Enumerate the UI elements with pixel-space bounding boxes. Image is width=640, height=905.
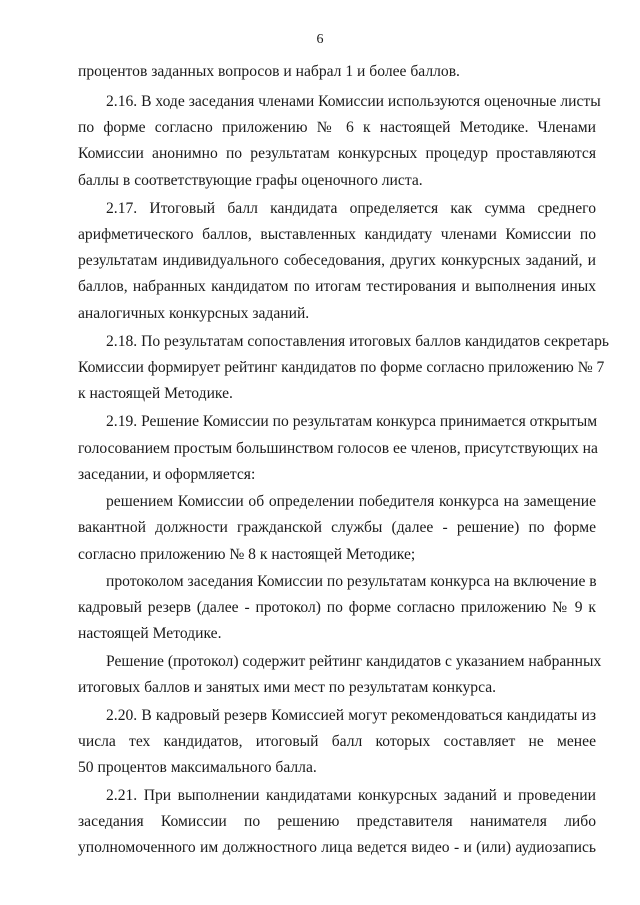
- text-line: баллов, набранных кандидатом по итогам тестирования и выполнения иных: [78, 278, 596, 295]
- text-line: вакантной должности гражданской службы (далее - решение) по форме: [78, 519, 596, 536]
- text-line: Комиссии анонимно по результатам конкурсных процедур проставляются: [78, 145, 596, 162]
- text-line: уполномоченного им должностного лица ведется видео - и (или) аудиозапись: [78, 839, 596, 856]
- text-line: голосованием простым большинством голосов ее членов, присутствующих на: [78, 440, 598, 457]
- page-number: 6: [316, 32, 324, 47]
- text-line: процентов заданных вопросов и набрал 1 и более баллов.: [78, 63, 460, 80]
- text-line: баллы в соответствующие графы оценочного листа.: [78, 172, 423, 189]
- text-line: аналогичных конкурсных заданий.: [78, 305, 310, 322]
- text-line: 2.20. В кадровый резерв Комиссией могут рекомендоваться кандидаты из: [106, 707, 596, 724]
- text-line: согласно приложению № 8 к настоящей Методике;: [78, 546, 416, 563]
- text-line: заседания Комиссии по решению представителя нанимателя либо: [78, 813, 596, 830]
- text-line: числа тех кандидатов, итоговый балл которых составляет не менее: [78, 733, 596, 750]
- text-line: 2.21. При выполнении кандидатами конкурсных заданий и проведении: [106, 787, 596, 804]
- text-line: 2.18. По результатам сопоставления итоговых баллов кандидатов секретарь: [106, 333, 609, 350]
- text-line: 2.17. Итоговый балл кандидата определяется как сумма среднего: [106, 200, 596, 217]
- text-line: по форме согласно приложению № 6 к настоящей Методике. Членами: [78, 119, 596, 136]
- text-line: решением Комиссии об определении победителя конкурса на замещение: [106, 493, 596, 510]
- text-line: кадровый резерв (далее - протокол) по форме согласно приложению № 9 к: [78, 599, 596, 616]
- text-line: Решение (протокол) содержит рейтинг кандидатов с указанием набранных: [106, 653, 602, 670]
- text-line: результатам индивидуального собеседования, других конкурсных заданий, и: [78, 252, 596, 269]
- text-line: к настоящей Методике.: [78, 385, 233, 402]
- text-line: 50 процентов максимального балла.: [78, 759, 317, 776]
- text-line: 2.16. В ходе заседания членами Комиссии используются оценочные листы: [106, 93, 601, 110]
- text-line: итоговых баллов и занятых ими мест по результатам конкурса.: [78, 679, 497, 696]
- text-line: настоящей Методике.: [78, 625, 222, 642]
- text-line: 2.19. Решение Комиссии по результатам конкурса принимается открытым: [106, 413, 598, 430]
- text-line: протоколом заседания Комиссии по результатам конкурса на включение в: [106, 573, 597, 590]
- text-line: арифметического баллов, выставленных кандидату членами Комиссии по: [78, 226, 596, 243]
- text-line: Комиссии формирует рейтинг кандидатов по форме согласно приложению № 7: [78, 359, 605, 376]
- text-line: заседании, и оформляется:: [78, 466, 256, 483]
